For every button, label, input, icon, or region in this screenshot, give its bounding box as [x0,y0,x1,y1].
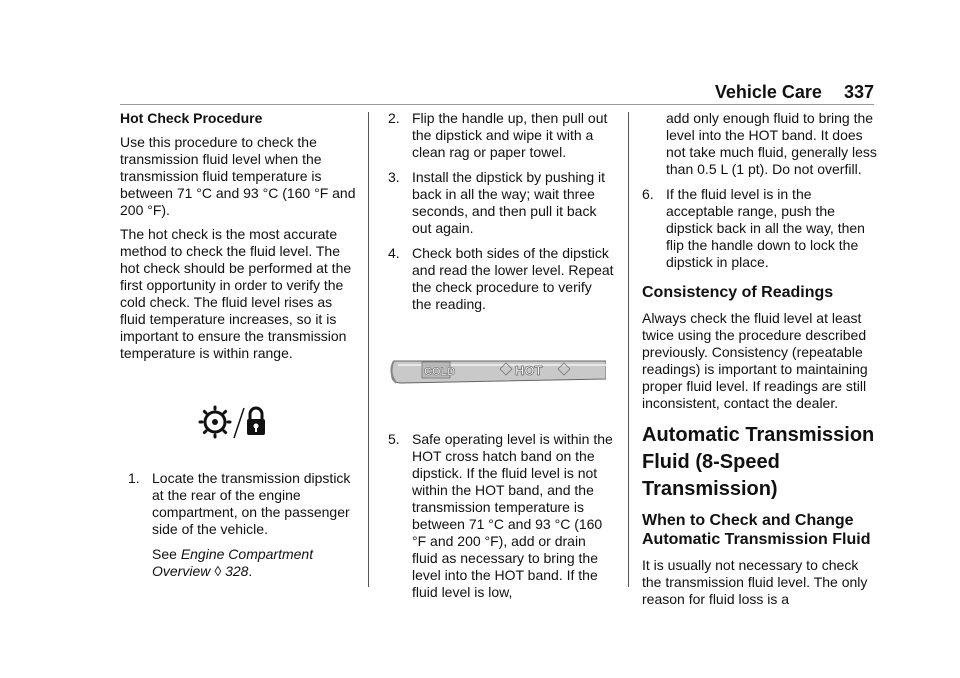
step-6 [642,186,878,271]
step-3 [388,169,614,237]
see-page-number: 328 [225,563,249,579]
header-rule [120,104,874,105]
see-prefix: See [152,546,181,562]
step-6-text: If the fluid level is in the acceptable range, push the dipstick back in all the way, then flip the handle down to lock the dipstick in place. [666,186,865,270]
step-5 [388,431,614,601]
subheading-hot-check: Hot Check Procedure [120,110,263,126]
step-5-number: 5. [388,431,400,447]
step-4 [388,245,614,313]
step-4-number: 4. [388,245,400,261]
step-2-number: 2. [388,110,400,126]
section-title: Vehicle Care [714,82,822,102]
step-1-number: 1. [128,470,140,486]
see-suffix: . [248,563,253,579]
step-3-text: Install the dipstick by pushing it back in all the way; wait three seconds, and then pull it back out again. [412,169,605,236]
step-6-number: 6. [642,186,654,202]
dipstick-hot-label: HOT [515,363,543,378]
column-divider-1 [368,112,369,587]
page-header [715,82,874,103]
step-5-continued: add only enough fluid to bring the level into the HOT band. It does not take much fluid, generally less than 0.5 L (1 pt). Do not overfill. [666,110,877,177]
column-1 [120,110,356,580]
paragraph-hot-check: The hot check is the most accurate method to check the fluid level. The hot check should be performed at the first opportunity in order to verify the cold check. The fluid level rises as fluid temperature increases, so it is important to ensure the transmission temperature is within range. [120,226,352,361]
heading-when-to-check: When to Check and Change Automatic Transmission Fluid [642,512,871,548]
step-2 [388,110,614,161]
gear-lock-icon [198,402,278,452]
engine-compartment-link[interactable]: Engine Compartment Overview [152,546,314,579]
heading-automatic-transmission-fluid: Automatic Transmission Fluid (8-Speed Transmission) [642,424,875,500]
step-3-number: 3. [388,169,400,185]
paragraph-consistency: Always check the fluid level at least twice using the procedure described previously. Consistency (repeatable readings) is important to maintaining proper fluid level. If readings are still inconsistent, contact the dealer. [642,310,868,411]
step-1-text: Locate the transmission dipstick at the rear of the engine compartment, on the passenger side of the vehicle. [152,470,351,537]
dipstick-illustration [388,353,606,393]
column-divider-2 [628,112,629,587]
column-3 [642,110,878,615]
step-5-text: Safe operating level is within the HOT cross hatch band on the dipstick. If the fluid level is not within the HOT band, and the transmission temperature is between 71 °C and 93 °C (160 °F and 200 °F), add or drain fluid as necessary to bring the level into the HOT band. If the fluid level is low, [412,431,613,600]
engine-service-symbol [198,402,278,452]
step-1 [128,470,356,538]
paragraph-when-to-check: It is usually not necessary to check the transmission fluid level. The only reason for fluid loss is a [642,557,868,607]
paragraph-intro: Use this procedure to check the transmission fluid level when the transmission fluid temperature is between 71 °C and 93 °C (160 °F and 200 °F). [120,134,356,218]
page-ref-icon: ◊ [214,563,222,579]
step-2-text: Flip the handle up, then pull out the dipstick and wipe it with a clean rag or paper towel. [412,110,608,160]
heading-consistency: Consistency of Readings [642,284,834,301]
see-reference [152,546,356,580]
dipstick-cold-label: COLD [424,366,456,378]
step-4-text: Check both sides of the dipstick and read the lower level. Repeat the check procedure to verify the reading. [412,245,614,312]
dipstick-figure [388,353,606,393]
column-2 [388,110,614,609]
page-number: 337 [843,82,874,102]
